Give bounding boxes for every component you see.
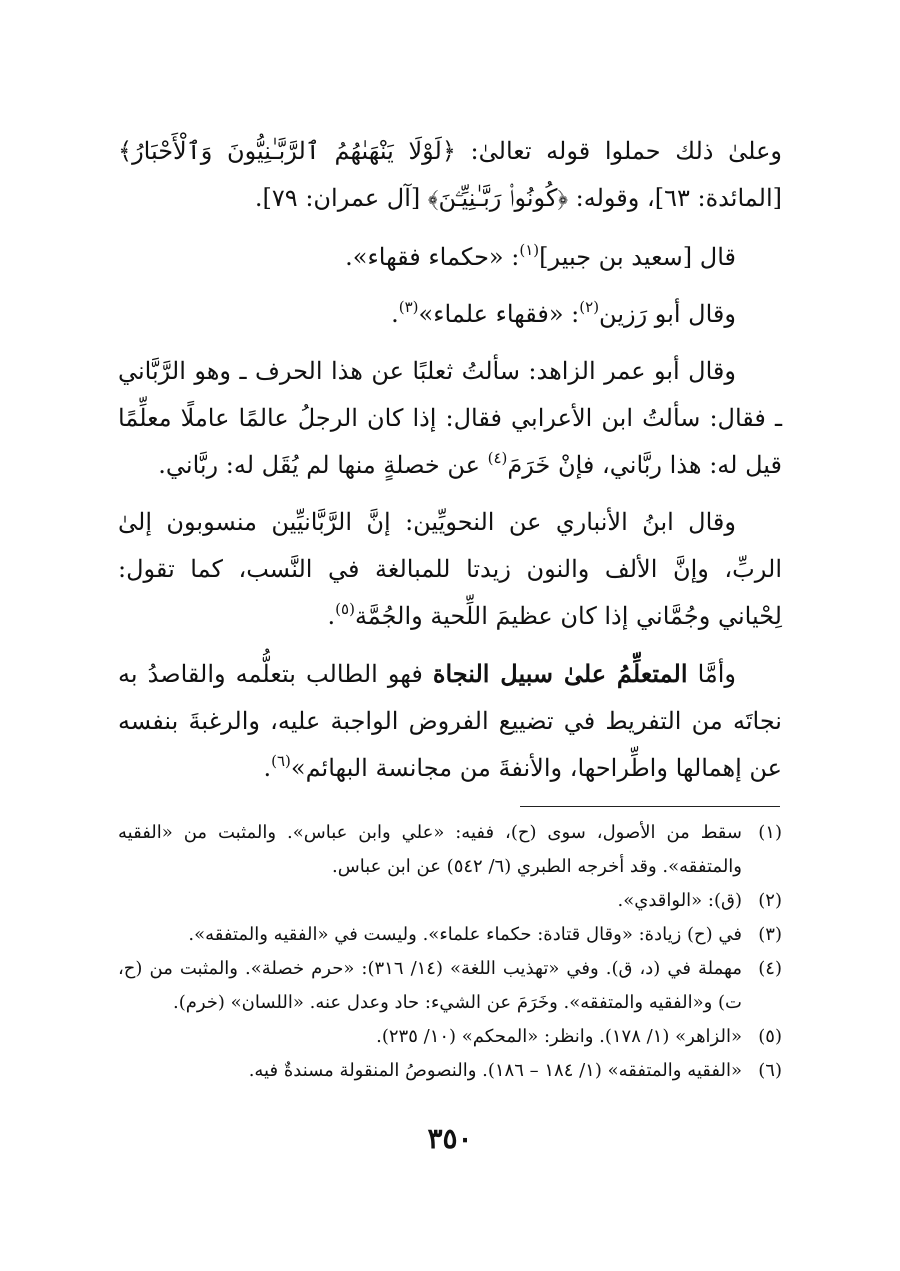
text-span: [المائدة: ٦٣]، وقوله: <box>568 184 782 212</box>
text-span: عن خصلةٍ منها لم يُقَل له: ربَّاني. <box>158 451 488 479</box>
bold-term: المتعلِّمُ علىٰ سبيل النجاة <box>432 659 688 688</box>
footnote-text: «الزاهر» (١/ ١٧٨). وانظر: «المحكم» (١٠/ ٢٣٥). <box>376 1026 742 1047</box>
quran-verse-1: ﴿لَوْلَا يَنْهَىٰهُمُ ٱلرَّبَّـٰنِيُّونَ وَٱلْأَحْبَارُ﴾ <box>118 137 456 165</box>
paragraph-1 <box>118 128 782 222</box>
footnote-ref-2[interactable]: (٢) <box>579 298 600 316</box>
footnote-5 <box>118 1020 782 1054</box>
footnote-ref-1[interactable]: (١) <box>519 241 540 259</box>
text-span: وأمَّا <box>687 660 736 688</box>
text-span: . <box>263 754 272 782</box>
main-text <box>118 128 782 802</box>
text-span: قال [سعيد بن جبير] <box>539 243 736 271</box>
text-span: [آل عمران: ٧٩]. <box>254 184 428 212</box>
footnote-text: (ق): «الواقدي». <box>617 890 742 911</box>
footnote-number: (٢) <box>758 890 782 911</box>
footnote-1 <box>118 816 782 884</box>
footnote-number: (٣) <box>758 924 782 945</box>
text-span: وقال أبو رَزين <box>599 300 736 328</box>
footnote-ref-6[interactable]: (٦) <box>271 752 291 770</box>
text-span: وقال أبو عمر الزاهد: سألتُ ثعلبًا عن هذا الحرف ـ وهو الرَّبَّاني ـ فقال: سألتُ ابن الأعرابي فقال: إذا كان الرجلُ عالمًا عاملًا معلِّمًا قيل له: هذا ربَّاني، فإنْ خَرَمَ <box>118 357 782 479</box>
footnote-text: مهملة في (د، ق). وفي «تهذيب اللغة» (١٤/ ٣١٦): «حرم خصلة». والمثبت من (ح، ت) و«الفقيه والمتفقه». وخَرَمَ عن الشيء: حاد وعدل عنه. «اللسان» (خرم). <box>118 958 742 1013</box>
text-span: . <box>327 602 336 630</box>
text-span: وعلىٰ ذلك حملوا قوله تعالىٰ: <box>455 137 782 165</box>
paragraph-2 <box>118 234 782 281</box>
quran-verse-2: ﴿كُونُوا۟ رَبَّـٰنِيِّـۧنَ﴾ <box>427 184 569 212</box>
paragraph-5 <box>118 499 782 640</box>
page-number: ٣٥٠ <box>427 1122 473 1155</box>
footnote-ref-4[interactable]: (٤) <box>487 449 508 467</box>
footnote-number: (١) <box>758 822 782 843</box>
text-span: فهو الطالب بتعلُّمه والقاصدُ به نجاتَه من التفريط في تضييع الفروض الواجبة عليه، والرغبةَ بنفسه عن إهمالها واطِّراحها، والأنفةَ من مجانسة البهائم» <box>118 660 782 782</box>
footnote-2 <box>118 884 782 918</box>
paragraph-3 <box>118 291 782 338</box>
footnote-3 <box>118 918 782 952</box>
footnote-6 <box>118 1054 782 1088</box>
footnote-text: «الفقيه والمتفقه» (١/ ١٨٤ – ١٨٦). والنصوصُ المنقولة مسندةٌ فيه. <box>248 1060 742 1081</box>
text-span: . <box>391 300 399 328</box>
footnote-text: في (ح) زيادة: «وقال قتادة: حكماء علماء». وليست في «الفقيه والمتفقه». <box>188 924 742 945</box>
footnote-text: سقط من الأصول، سوى (ح)، ففيه: «علي وابن عباس». والمثبت من «الفقيه والمتفقه». وقد أخرجه الطبري (٦/ ٥٤٢) عن ابن عباس. <box>118 822 742 877</box>
footnote-number: (٦) <box>758 1060 782 1081</box>
text-span: : «فقهاء علماء» <box>418 300 580 328</box>
footnote-divider <box>520 806 780 807</box>
footnote-number: (٥) <box>758 1026 782 1047</box>
paragraph-4 <box>118 348 782 489</box>
footnote-ref-5[interactable]: (٥) <box>335 600 355 618</box>
text-span: : «حكماء فقهاء». <box>345 243 520 271</box>
footnote-number: (٤) <box>758 958 782 979</box>
footnotes-section <box>118 816 782 1088</box>
footnote-ref-3[interactable]: (٣) <box>398 298 419 316</box>
footnote-4 <box>118 952 782 1020</box>
text-span: وقال ابنُ الأنباري عن النحويِّين: إنَّ الرَّبَّانيِّين منسوبون إلىٰ الربِّ، وإنَّ الألف والنون زيدتا للمبالغة في النَّسب، كما تقول: لِحْياني وجُمَّاني إذا كان عظيمَ اللِّحية والجُمَّة <box>118 508 782 630</box>
paragraph-6 <box>118 650 782 792</box>
